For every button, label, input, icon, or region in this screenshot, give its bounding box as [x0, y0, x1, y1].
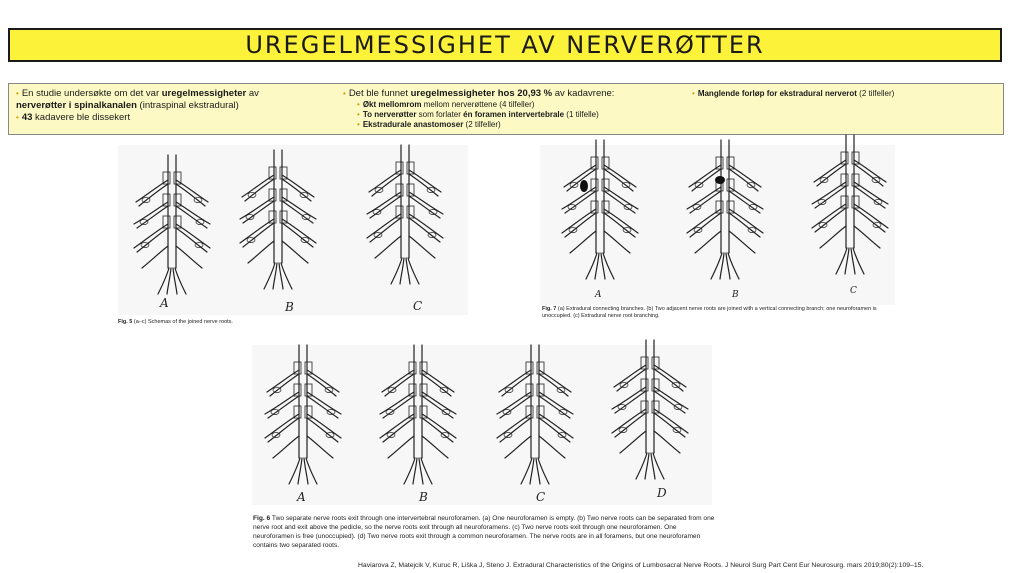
text-bold: Manglende forløp for ekstradural nerverot: [697, 89, 857, 98]
text: (1 tilfelle): [564, 110, 599, 119]
fig5-drawing-b: [240, 150, 316, 289]
text-bold: Økt mellomrom: [362, 100, 422, 109]
text: mellom nerverøttene (4 tilfeller): [421, 100, 535, 109]
fig7-drawing-b: [687, 140, 763, 279]
fig7-drawing-a: [562, 140, 638, 279]
text-bold: nerverøtter i spinalkanalen: [16, 100, 137, 111]
fig7-label-a: A: [595, 290, 602, 300]
fig6-label-a: A: [297, 490, 306, 504]
text: Det ble funnet: [348, 88, 411, 99]
slide-title: UREGELMESSIGHET AV NERVERØTTER: [245, 31, 765, 59]
fig7-caption: [542, 306, 902, 320]
caption-text: (a–c) Schemas of the joined nerve roots.: [132, 319, 233, 325]
text: (intraspinal ekstradural): [136, 100, 239, 111]
fig5-drawing-a: [134, 155, 210, 294]
fig7-label-b: B: [732, 290, 739, 300]
fig6-drawing-b: [380, 345, 456, 484]
text: (2 tilfeller): [856, 89, 895, 98]
text-bold: uregelmessigheter hos 20,93 %: [410, 88, 553, 99]
text-bold: To nerverøtter: [362, 110, 417, 119]
fig5-label-a: A: [160, 296, 169, 310]
fig6-caption: [253, 514, 719, 550]
fig5-label-b: B: [285, 300, 294, 314]
text-bold: uregelmessigheter: [161, 88, 247, 99]
caption-label: Fig. 7: [542, 306, 557, 312]
fig6-drawing-c: [497, 345, 573, 484]
bullet-icon: •: [357, 120, 360, 129]
fig5-label-c: C: [413, 299, 423, 313]
text: av: [246, 88, 259, 99]
fig6-label-c: C: [536, 490, 546, 504]
text: (2 tilfeller): [463, 120, 501, 129]
bullet-icon: •: [343, 89, 346, 98]
fig6-drawing-d: [612, 340, 688, 479]
bullet-icon: •: [357, 110, 360, 119]
fig7-drawing-c: [812, 135, 888, 274]
caption-text: Two separate nerve roots exit through one intervertebral neuroforamen. (a) One neuroforamen is empty. (b) Two nerve roots can be separated from one nerve root and exit above the pedicle, so the nerve roots exit through all neuroforamens. (c) Two nerve roots exit through one neuroforamen. One neuroforamen is free (unoccupied). (d) Two nerve roots exit through a common neuroforamen. The nerve roots are in all foramens, but one neuroforamen contains two separated roots.: [253, 515, 715, 549]
bullet-icon: •: [16, 89, 19, 98]
fig7-anastomosis-mark: [715, 176, 725, 184]
text-bold: 43: [21, 112, 33, 123]
fig5-drawing-c: [367, 145, 443, 284]
text: som forlater: [416, 110, 464, 119]
caption-label: Fig. 6: [253, 515, 271, 522]
fig7-anastomosis-mark: [580, 180, 588, 192]
bullet-icon: •: [357, 100, 360, 109]
text: av kadavrene:: [552, 88, 615, 99]
bullet-icon: •: [692, 89, 695, 98]
fig6-label-d: D: [657, 486, 667, 500]
fig6-drawing-a: [265, 345, 341, 484]
caption-text: (a) Extradural connecting branches. (b) Two adjacent nerve roots are joined with a vertical connecting branch; one neuroforamen is unoccupied. (c) Extradural nerve root branching.: [542, 306, 877, 319]
text: En studie undersøkte om det var: [21, 88, 162, 99]
caption-label: Fig. 5: [118, 319, 133, 325]
citation: Haviarova Z, Matejcik V, Kuruc R, Liška J, Steno J. Extradural Characteristics of the Origins of Lumbosacral Nerve Roots. J Neurol Surg Part Cent Eur Neurosurg. mars 2019;80(2):109–15.: [358, 562, 924, 569]
text-bold: én foramen intervertebrale: [463, 110, 565, 119]
bullet-icon: •: [16, 113, 19, 122]
text: kadavere ble dissekert: [32, 112, 131, 123]
text-bold: Ekstradurale anastomoser: [362, 120, 464, 129]
fig5-caption: [118, 319, 368, 326]
fig6-label-b: B: [419, 490, 428, 504]
fig7-label-c: C: [850, 286, 857, 296]
